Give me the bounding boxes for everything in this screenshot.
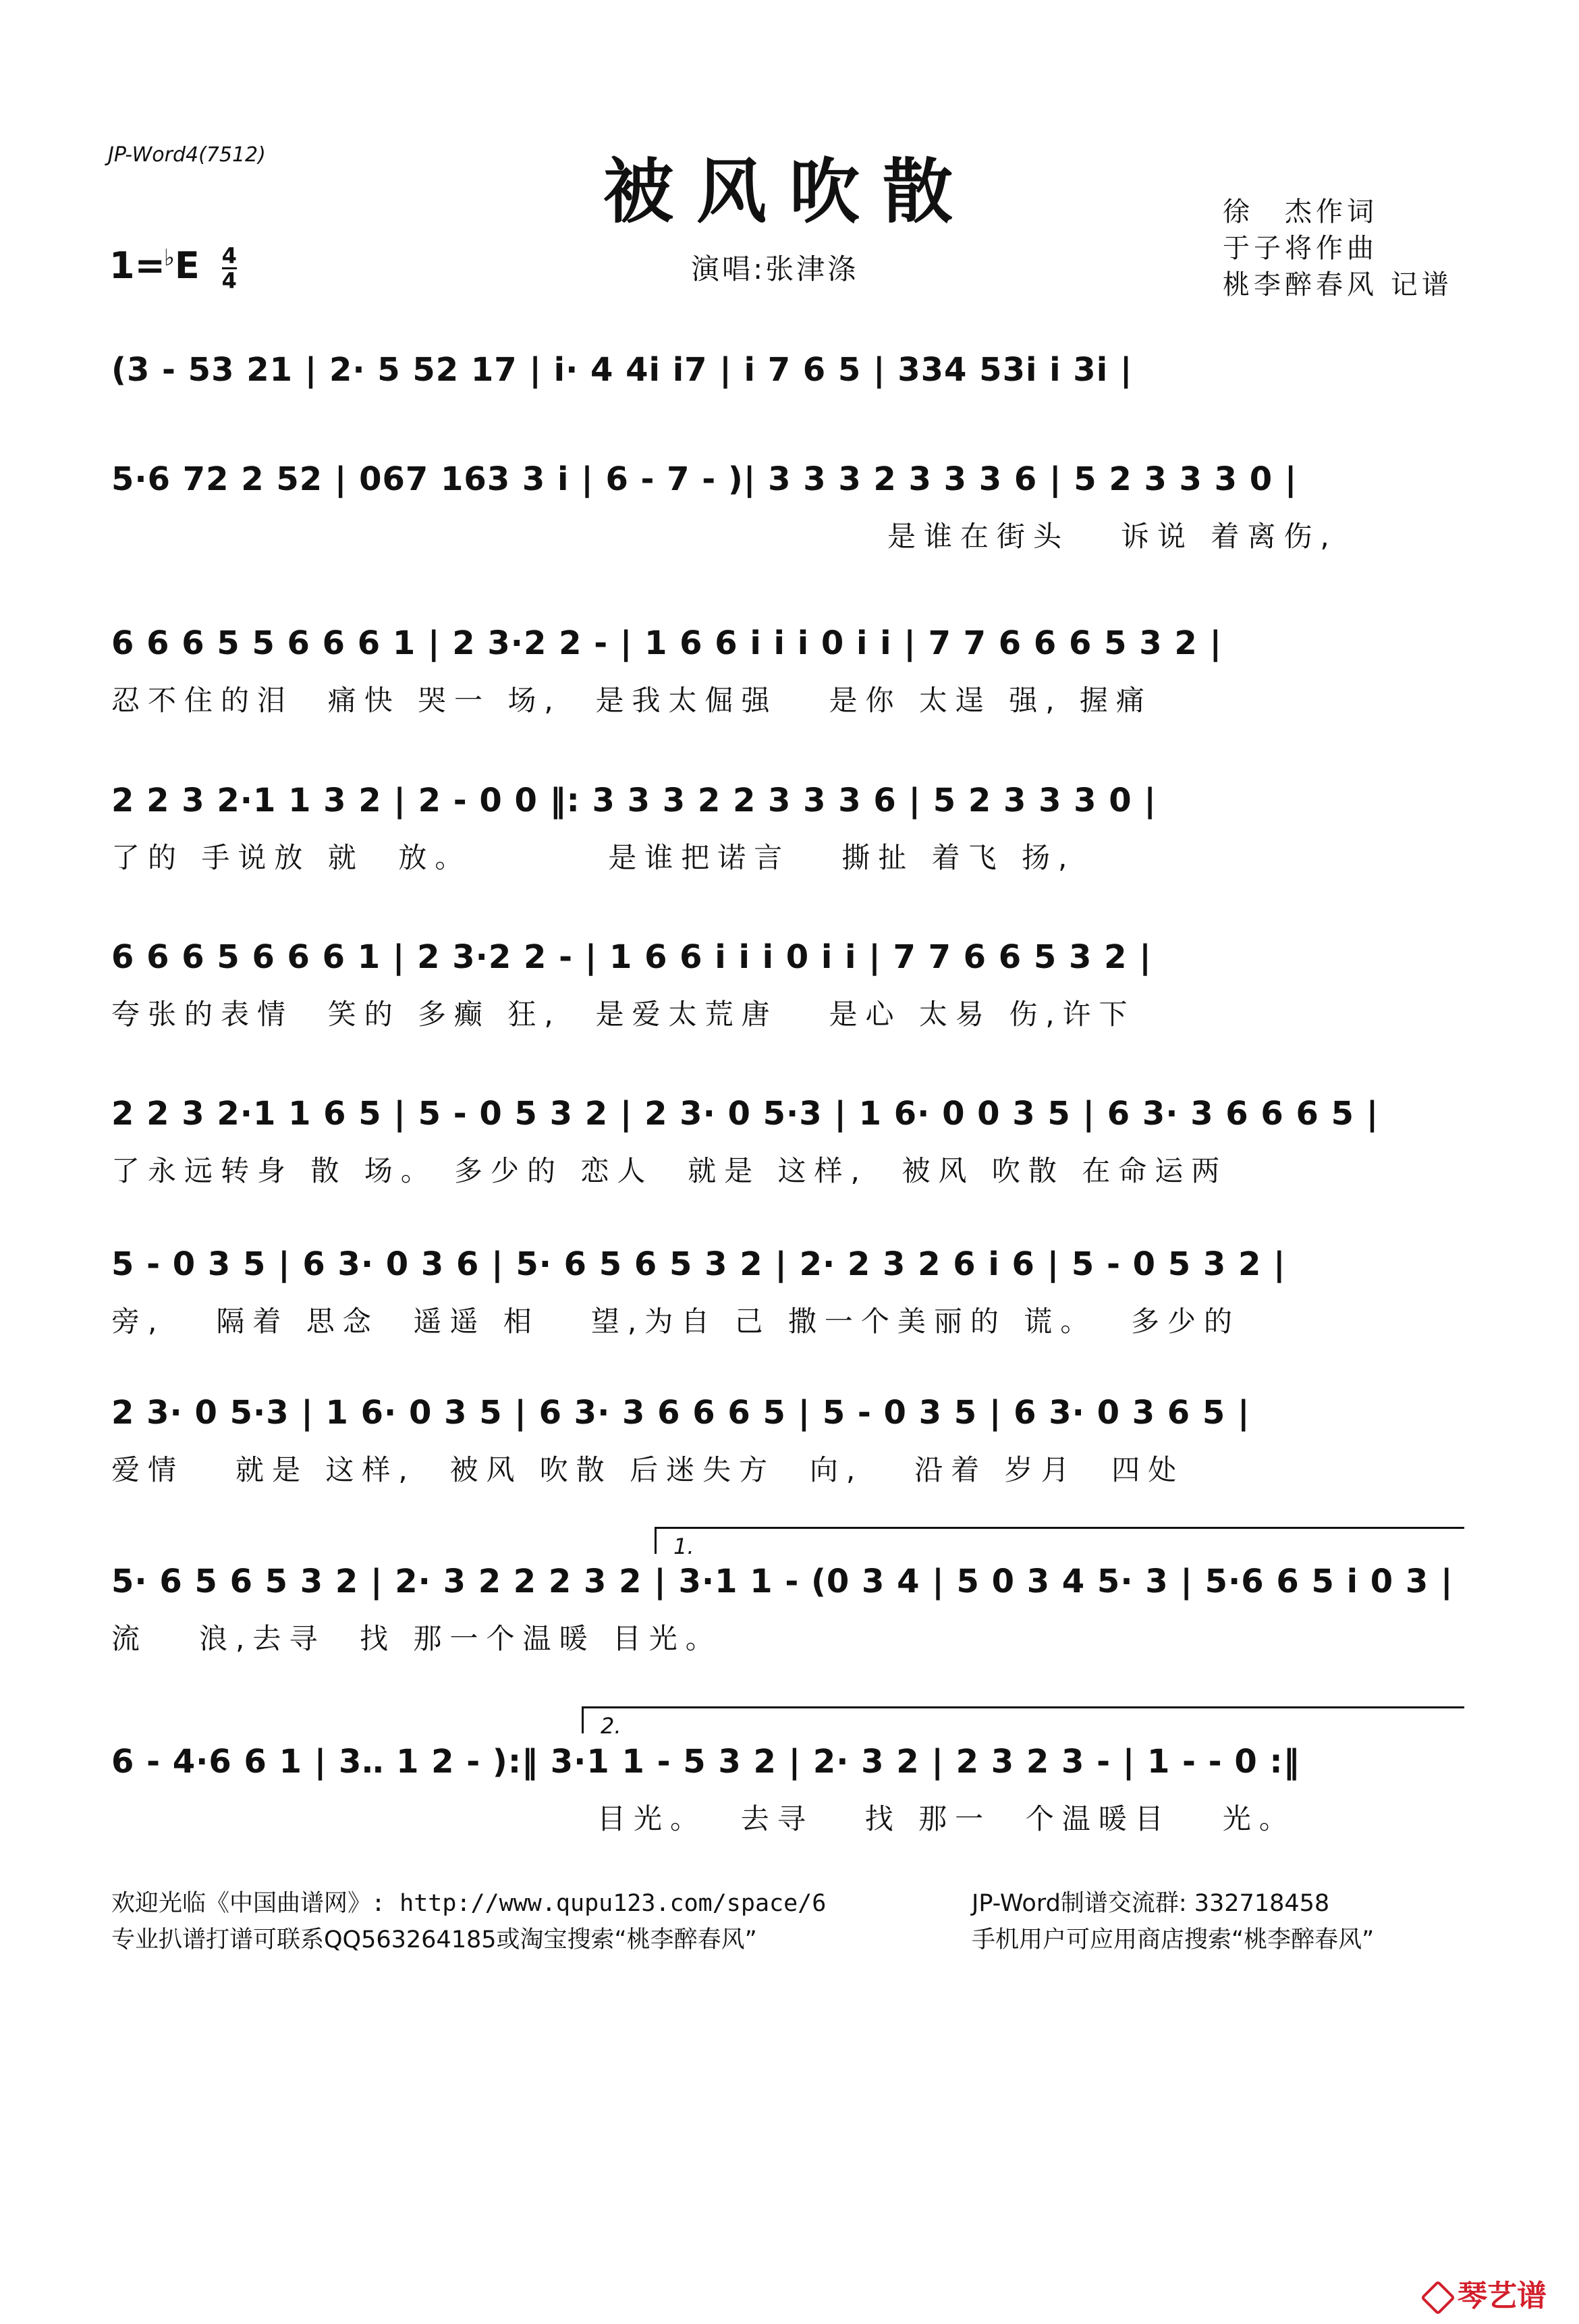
notation-line: 5 - 0 3 5 | 6 3· 0 3 6 | 5· 6 5 6 5 3 2 | 2· 2 3 2 6 i 6 | 5 - 0 5 3 2 | <box>111 1245 1286 1283</box>
score-row-2 <box>111 460 1468 553</box>
notation-line: 6 6 6 5 6 6 6 1 | 2 3·2 2 - | 1 6 6 i i i 0 i i | 7 7 6 6 5 3 2 | <box>111 938 1152 976</box>
logo-icon <box>1420 2280 1456 2315</box>
time-signature <box>222 244 237 292</box>
notation-line: 5· 6 5 6 5 3 2 | 2· 3 2 2 2 3 2 | 3·1 1 - (0 3 4 | 5 0 3 4 5· 3 | 5·6 6 5 i 0 3 | <box>111 1563 1453 1600</box>
time-top: 4 <box>221 243 237 269</box>
lyric-line: 了的 手说放 就 放。 是谁把诺言 撕扯 着飞 扬, <box>111 841 1076 874</box>
software-version: JP-Word4(7512) <box>108 143 266 167</box>
footer-website: 欢迎光临《中国曲谱网》: http://www.qupu123.com/space/6 <box>111 1890 827 1917</box>
notation-line: 6 6 6 5 5 6 6 6 1 | 2 3·2 2 - | 1 6 6 i i i 0 i i | 7 7 6 6 6 5 3 2 | <box>111 624 1222 662</box>
score-row-1 <box>111 351 1468 412</box>
flat-sign: ♭ <box>163 244 175 272</box>
lyric-line: 夸张的表情 笑的 多癫 狂, 是爱太荒唐 是心 太易 伤,许下 <box>111 998 1136 1031</box>
lyric-line: 是谁在街头 诉说 着离伤, <box>887 520 1337 553</box>
transcriber-credit: 桃李醉春风 记谱 <box>1223 269 1453 300</box>
footer-contact: 专业扒谱打谱可联系QQ563264185或淘宝搜索“桃李醉春风” <box>111 1926 757 1953</box>
score-row-8 <box>111 1394 1468 1486</box>
notation-line: 2 3· 0 5·3 | 1 6· 0 3 5 | 6 3· 3 6 6 6 5 | 5 - 0 3 5 | 6 3· 0 3 6 5 | <box>111 1394 1250 1432</box>
lyric-line: 旁, 隔着 思念 遥遥 相 望,为自 己 撒一个美丽的 谎。 多少的 <box>111 1305 1240 1338</box>
lyric-line: 了永远转身 散 场。 多少的 恋人 就是 这样, 被风 吹散 在命运两 <box>111 1154 1228 1187</box>
lyricist-credit: 徐 杰作词 <box>1223 196 1378 227</box>
ending-number: 1. <box>673 1534 694 1559</box>
time-bottom: 4 <box>221 268 237 294</box>
score-row-9 <box>111 1563 1468 1655</box>
ending-number: 2. <box>601 1713 621 1739</box>
score-row-10 <box>111 1743 1468 1835</box>
notation-line: (3 - 53 21 | 2· 5 52 17 | i· 4 4i i7 | i 7 6 5 | 334 53i i 3i | <box>111 351 1133 389</box>
footer-app: 手机用户可应用商店搜索“桃李醉春风” <box>972 1926 1375 1953</box>
lyric-line: 忍不住的泪 痛快 哭一 场, 是我太倔强 是你 太逞 强, 握痛 <box>111 684 1153 717</box>
singer-credit: 演唱:张津涤 <box>691 252 859 286</box>
lyric-line: 目光。 去寻 找 那一 个温暖目 光。 <box>597 1802 1296 1835</box>
score-row-7 <box>111 1245 1468 1338</box>
score-row-6 <box>111 1095 1468 1187</box>
qinyipu-logo <box>1422 2271 1547 2315</box>
score-row-3 <box>111 624 1468 717</box>
composer-credit: 于子将作曲 <box>1223 233 1378 264</box>
notation-line: 6 - 4·6 6 1 | 3‥ 1 2 - ):‖ 3·1 1 - 5 3 2 | 2· 3 2 | 2 3 2 3 - | 1 - - 0 :‖ <box>111 1743 1300 1781</box>
lyric-line: 流 浪,去寻 找 那一个温暖 目光。 <box>111 1622 722 1655</box>
key-tonic: 1= <box>109 244 165 288</box>
notation-line: 5·6 72 2 52 | 067 163 3 i | 6 - 7 - )| 3 3 3 2 3 3 3 6 | 5 2 3 3 3 0 | <box>111 460 1298 498</box>
notation-line: 2 2 3 2·1 1 3 2 | 2 - 0 0 ‖: 3 3 3 2 2 3 3 3 6 | 5 2 3 3 3 0 | <box>111 782 1157 819</box>
second-ending-bracket <box>582 1706 1464 1739</box>
key-signature <box>109 244 237 292</box>
score-row-5 <box>111 938 1468 1031</box>
key-note: E <box>174 244 200 288</box>
lyric-line: 爱情 就是 这样, 被风 吹散 后迷失方 向, 沿着 岁月 四处 <box>111 1453 1185 1486</box>
song-title: 被风吹散 <box>603 150 976 233</box>
score-row-4 <box>111 782 1468 874</box>
first-ending-bracket <box>655 1527 1464 1559</box>
footer-group: JP-Word制谱交流群: 332718458 <box>972 1890 1330 1917</box>
notation-line: 2 2 3 2·1 1 6 5 | 5 - 0 5 3 2 | 2 3· 0 5·3 | 1 6· 0 0 3 5 | 6 3· 3 6 6 6 5 | <box>111 1095 1379 1133</box>
logo-text: 琴艺谱 <box>1458 2279 1547 2313</box>
